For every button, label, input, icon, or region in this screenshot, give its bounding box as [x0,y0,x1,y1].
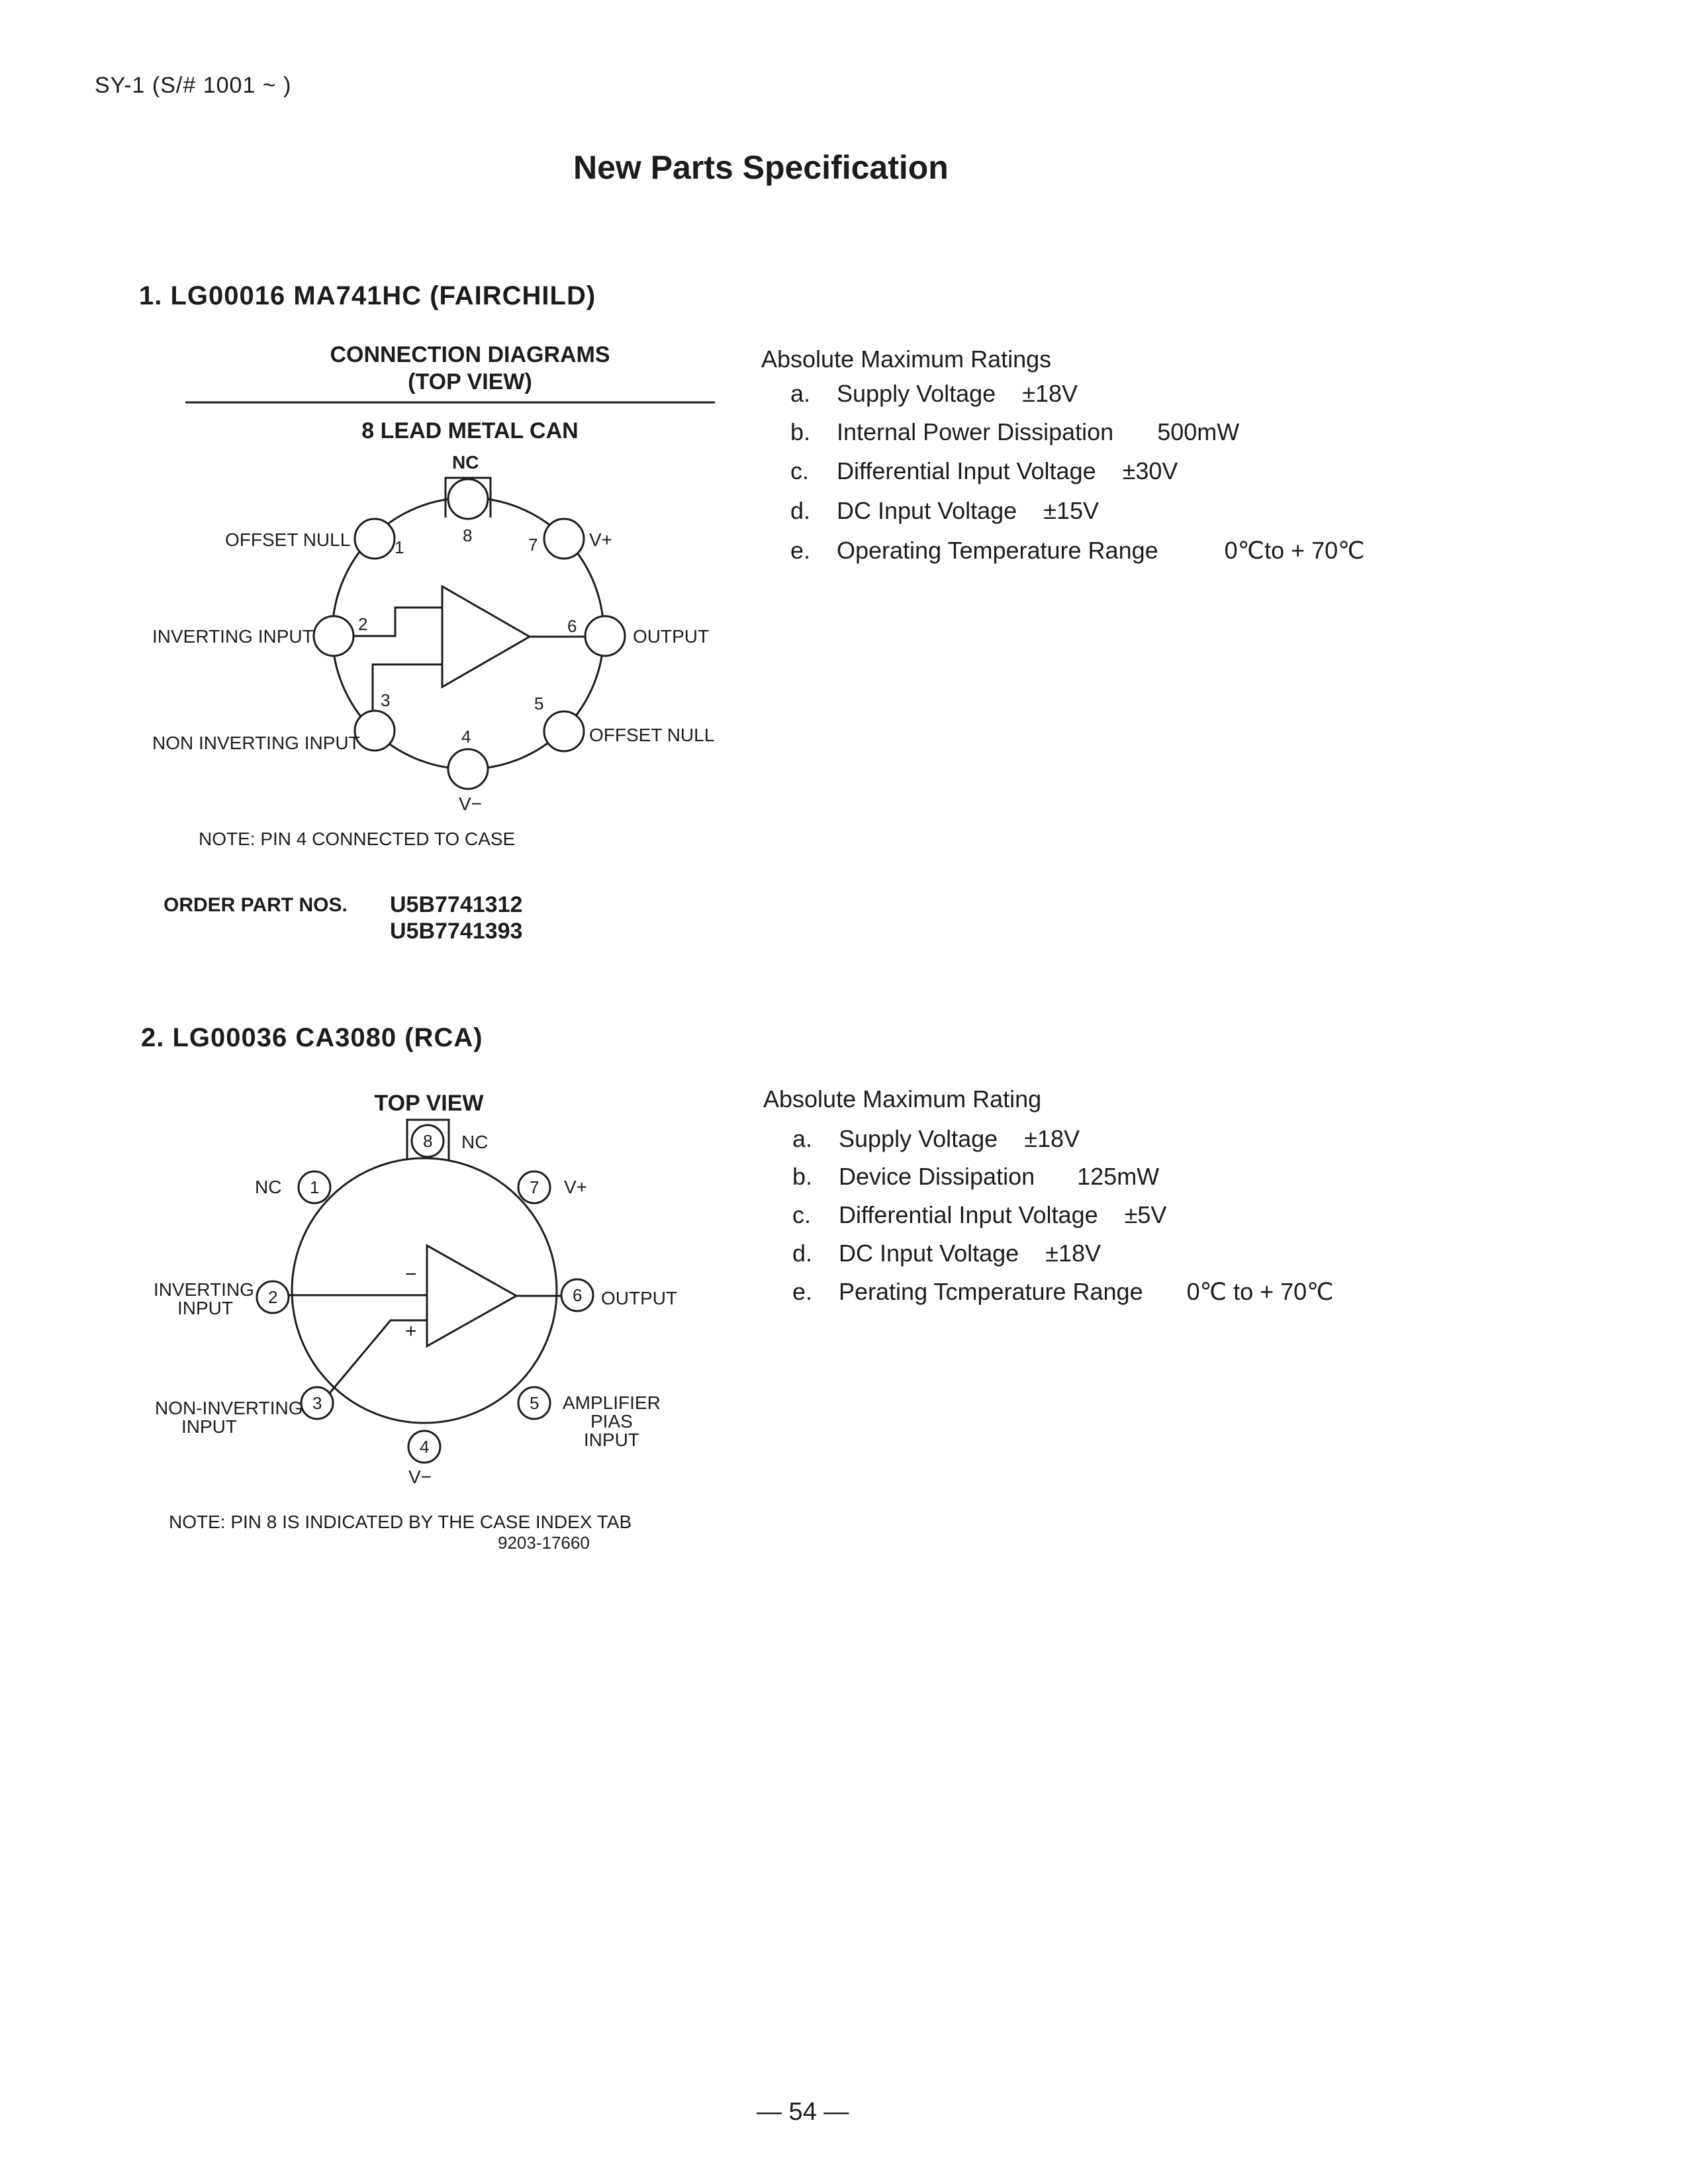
pin-label-nc-8: NC [461,1132,489,1152]
pin-label-inverting-input [154,1281,254,1318]
part-1-ratings-title: Absolute Maximum Ratings [761,345,1052,373]
part-2-note: NOTE: PIN 8 IS INDICATED BY THE CASE INDEX TAB [169,1512,632,1532]
pin-number-8: 8 [423,1131,433,1151]
rating-value: ±18V [1022,380,1078,407]
rating-marker: c. [792,1201,812,1228]
rating-name: Differential Input Voltage [837,457,1096,484]
order-part-number-1: U5B7741312 [390,892,523,917]
rating-name: Supply Voltage [837,380,996,407]
rating-value: 0℃to + 70℃ [1224,537,1365,564]
pin-label-v-minus: V− [459,794,483,814]
rating-value: 500mW [1157,418,1240,445]
pin-label-v-minus: V− [408,1467,432,1487]
rating-name: Operating Temperature Range [837,537,1158,564]
part-2-rating-b [792,1163,1159,1191]
pin-number-8: 8 [463,525,473,545]
opamp-triangle [427,1246,516,1346]
rating-marker: b. [790,418,811,445]
part-2-rating-e [792,1278,1334,1306]
page-number: — 54 — [757,2098,849,2126]
pin-number-4: 4 [420,1437,430,1457]
rating-value: ±15V [1043,497,1099,524]
pin-number-4: 4 [461,727,471,747]
pin-number-5: 5 [530,1393,539,1413]
pin-label-line: AMPLIFIER [563,1392,661,1413]
part-2-ratings-title: Absolute Maximum Rating [763,1085,1042,1113]
pin-label-inverting-input: INVERTING INPUT [152,626,314,647]
pin-label-nc: NC [452,452,479,473]
pin-number-7: 7 [530,1177,539,1197]
pin-number-3: 3 [312,1393,322,1413]
pin-label-line: INPUT [177,1298,233,1318]
rating-marker: d. [792,1240,813,1267]
model-reference: SY-1 (S/# 1001 ~ ) [95,73,292,98]
rating-name: Supply Voltage [839,1125,998,1152]
rating-marker: b. [792,1163,813,1190]
rating-value: 0℃ to + 70℃ [1186,1278,1334,1305]
part-1-diagram-subtitle: (TOP VIEW) [408,369,532,394]
pin-label-output: OUTPUT [633,626,710,647]
part-1-heading: 1. LG00016 MA741HC (FAIRCHILD) [139,281,596,310]
pin-number-7: 7 [528,535,538,555]
rating-value: ±18V [1045,1240,1101,1267]
rating-marker: d. [790,497,811,524]
rating-value: ±5V [1124,1201,1167,1228]
rating-value: 125mW [1077,1163,1160,1190]
rating-value: ±30V [1122,457,1178,484]
pin-number-3: 3 [381,690,391,710]
inverting-sign: − [405,1263,417,1285]
rating-name: DC Input Voltage [837,497,1017,524]
order-part-number-2: U5B7741393 [390,919,523,944]
order-part-label: ORDER PART NOS. [164,894,348,916]
rating-marker: e. [792,1278,813,1305]
pin-number-1: 1 [310,1177,320,1197]
rating-marker: a. [792,1125,813,1152]
pin-number-5: 5 [534,694,544,713]
pin-label-amplifier-bias-input [563,1394,661,1449]
rating-name: Perating Tcmperature Range [839,1278,1143,1305]
pin-number-2: 2 [268,1287,278,1307]
rating-name: DC Input Voltage [839,1240,1019,1267]
rating-marker: a. [790,380,811,407]
noninverting-sign: + [405,1320,417,1342]
pin-label-output: OUTPUT [601,1288,678,1308]
pin-number-2: 2 [358,614,368,634]
pin-label-offset-null-1: OFFSET NULL [225,529,351,550]
part-1-diagram-title: CONNECTION DIAGRAMS [330,342,610,367]
pin-label-offset-null-5: OFFSET NULL [589,725,715,745]
part-2-rating-d [792,1240,1101,1267]
part-1-note: NOTE: PIN 4 CONNECTED TO CASE [199,829,516,849]
pin-number-6: 6 [573,1285,583,1305]
page-title: New Parts Specification [573,149,949,186]
pin-label-line: PIAS [590,1411,633,1432]
rating-marker: e. [790,537,811,564]
part-2-rating-c [792,1201,1166,1229]
part-1-package-label: 8 LEAD METAL CAN [361,418,579,443]
rating-value: ±18V [1024,1125,1080,1152]
pin-label-line: INPUT [181,1416,237,1437]
pin-number-6: 6 [567,616,577,636]
pin-label-line: NON-INVERTING [155,1398,303,1418]
part-2-pin-numbers [268,1131,582,1457]
pin-label-non-inverting-input [155,1399,303,1436]
pin-label-line: INPUT [583,1430,639,1450]
pin-number-1: 1 [395,537,404,557]
rating-name: Differential Input Voltage [839,1201,1098,1228]
pin-label-v-plus: V+ [589,529,613,550]
part-2-rating-a [792,1125,1080,1153]
rating-marker: c. [790,457,810,484]
part-2-heading: 2. LG00036 CA3080 (RCA) [141,1023,483,1052]
rating-name: Internal Power Dissipation [837,418,1114,445]
rating-name: Device Dissipation [839,1163,1035,1190]
part-2-diagram-title: TOP VIEW [374,1091,484,1116]
drawing-number: 9203-17660 [498,1533,590,1553]
pin-label-non-inverting-input: NON INVERTING INPUT [152,733,360,753]
pin-label-line: INVERTING [154,1279,254,1300]
pin-label-v-plus: V+ [564,1177,588,1197]
pin-label-nc-1: NC [255,1177,282,1197]
can-outline [292,1158,557,1423]
